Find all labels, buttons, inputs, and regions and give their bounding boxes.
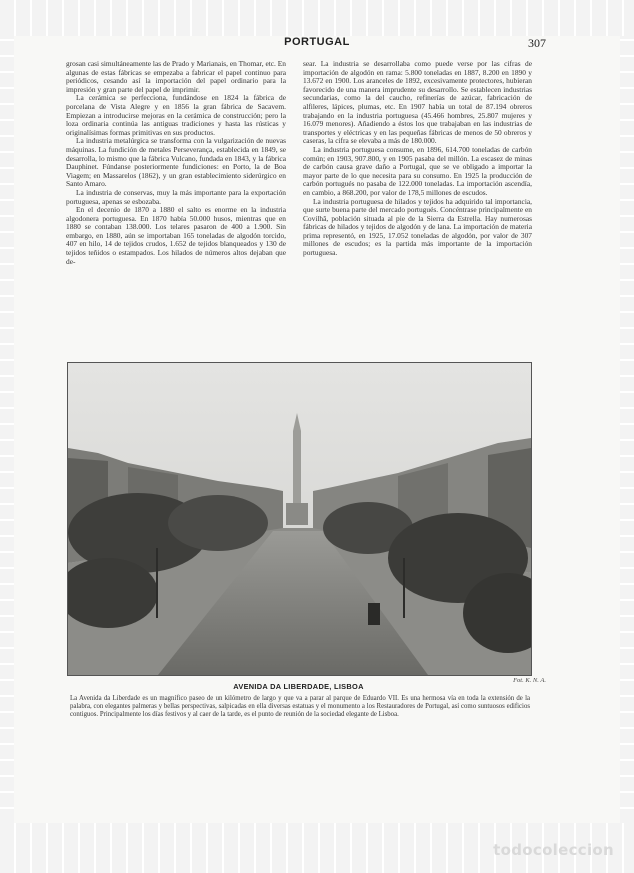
scan-border-left bbox=[0, 36, 14, 823]
paragraph: En el decenio de 1870 a 1880 el salto es enorme en la industria algodonera portuguesa. En 1870 había 50.000 husos, mientras que en 1880 se contaban 138.000. Los telares pasaron de 400 a 1.900. Sin embargo, en 1880, aún se importaban 165 toneladas de algodón torcido, 407 en hilo, 14 de tejidos crudos, 1.652 de tejidos blanqueados y 130 de tejidos teñidos o estampados. Los hilados de números altos dejaban que de- bbox=[66, 205, 286, 266]
paragraph: La industria portuguesa consume, en 1896, 614.700 toneladas de carbón común; en 1903, 907.800, y en 1905 pasaba del millón. La escasez de minas de carbón causa grave daño a Portugal, que se ve obligado a importar la mayor parte de lo que necesita para su consumo. En 1925 la producción de carbón portugués no pasaba de 122.000 toneladas. La importación ascendía, en cambio, a 868.200, por valor de 178,5 millones de escudos. bbox=[303, 144, 532, 197]
paragraph: grosan casi simultáneamente las de Prado y Marianais, en Thomar, etc. En algunas de estas fábricas se empezaba a fabricar el papel continuo para periódicos, cesando así la importación del papel ordinario para la impresión y gran parte del papel de imprimir. bbox=[66, 59, 286, 94]
photo-caption: La Avenida da Liberdade es un magnífico paseo de un kilómetro de largo y que va a parar al parque de Eduardo VII. Es una hermosa vía en toda la extensión de la palabra, con elegantes palmeras y bellas perspectivas, salpicadas en ella diversas estatuas y el monumento a los Restauradores de Portugal, así como suntuosos edificios contiguos. Principalmente los días festivos y al caer de la tarde, es el punto de reunión de la sociedad elegante de Lisboa. bbox=[70, 695, 530, 719]
scan-border-top bbox=[0, 0, 634, 36]
scan-border-right bbox=[620, 36, 634, 823]
photo-credit: Fot. K. N. A. bbox=[513, 677, 546, 684]
paragraph: La industria de conservas, muy la más importante para la exportación portuguesa, apenas se esbozaba. bbox=[66, 187, 286, 206]
avenue-photograph bbox=[67, 362, 532, 676]
paragraph: La cerámica se perfecciona, fundándose en 1824 la fábrica de porcelana de Vista Alegre y en 1856 la gran fábrica de Sacavem. Empiezan a introducirse mejoras en la cerámica de construcción; pero la loza ordinaria continúa las antiguas tradiciones y hasta las rústicas y originalísimas formas primitivas en sus productos. bbox=[66, 93, 286, 137]
avenue-photo-illustration bbox=[68, 363, 531, 675]
paragraph: La industria metalúrgica se transforma con la vulgarización de nuevas máquinas. La fundición de metales Perseverança, establecida en 1849, se desarrolla, lo mismo que la fábrica Vulcano, fundada en 1843, y la fábrica Dauphinet. Fúndanse posteriormente fundiciones: en Porto, la de Boa Viagem; en Massarelos (1862), y un gran establecimiento siderúrgico en Santo Amaro. bbox=[66, 136, 286, 189]
left-column bbox=[66, 60, 286, 266]
page-header bbox=[14, 36, 620, 56]
watermark: todocoleccion bbox=[493, 841, 614, 859]
right-column bbox=[303, 60, 532, 258]
page-number: 307 bbox=[528, 36, 546, 50]
photo-title: AVENIDA DA LIBERDADE, LISBOA bbox=[233, 682, 364, 691]
paragraph: La industria portuguesa de hilados y tejidos ha adquirido tal importancia, que surte buena parte del mercado portugués. Concéntrase principalmente en Covilhã, población situada al pie de la Sierra da Estrella. Hay numerosas fábricas de hilados y tejidos de algodón y de lana. La importación de materia prima representó, en 1925, 17.052 toneladas de algodón, por valor de 307 millones de escudos; es la partida más importante de la importación portuguesa. bbox=[303, 196, 532, 258]
running-title: PORTUGAL bbox=[284, 36, 350, 48]
paragraph: sear. La industria se desarrollaba como puede verse por las cifras de importación de algodón en rama: 5.800 toneladas en 1887, 8.200 en 1890 y 13.672 en 1900. Los aranceles de 1892, excesivamente protectores, hubieran favorecido de una manera imprudente su desarrollo. Se establecen industrias secundarias, como la del caucho, refinerías de azúcar, fabricación de alfileres, lápices, plumas, etc. En 1907 había un total de 87.194 obreros trabajando en la industria portuguesa (45.466 hombres, 25.807 mujeres y 16.079 menores). Añadiendo a éstos los que trabajaban en las industrias de transportes y eléctricas y en las pequeñas fábricas de menos de 50 obreros y caseras, la cifra se elevaba a más de 180.000. bbox=[303, 59, 532, 146]
